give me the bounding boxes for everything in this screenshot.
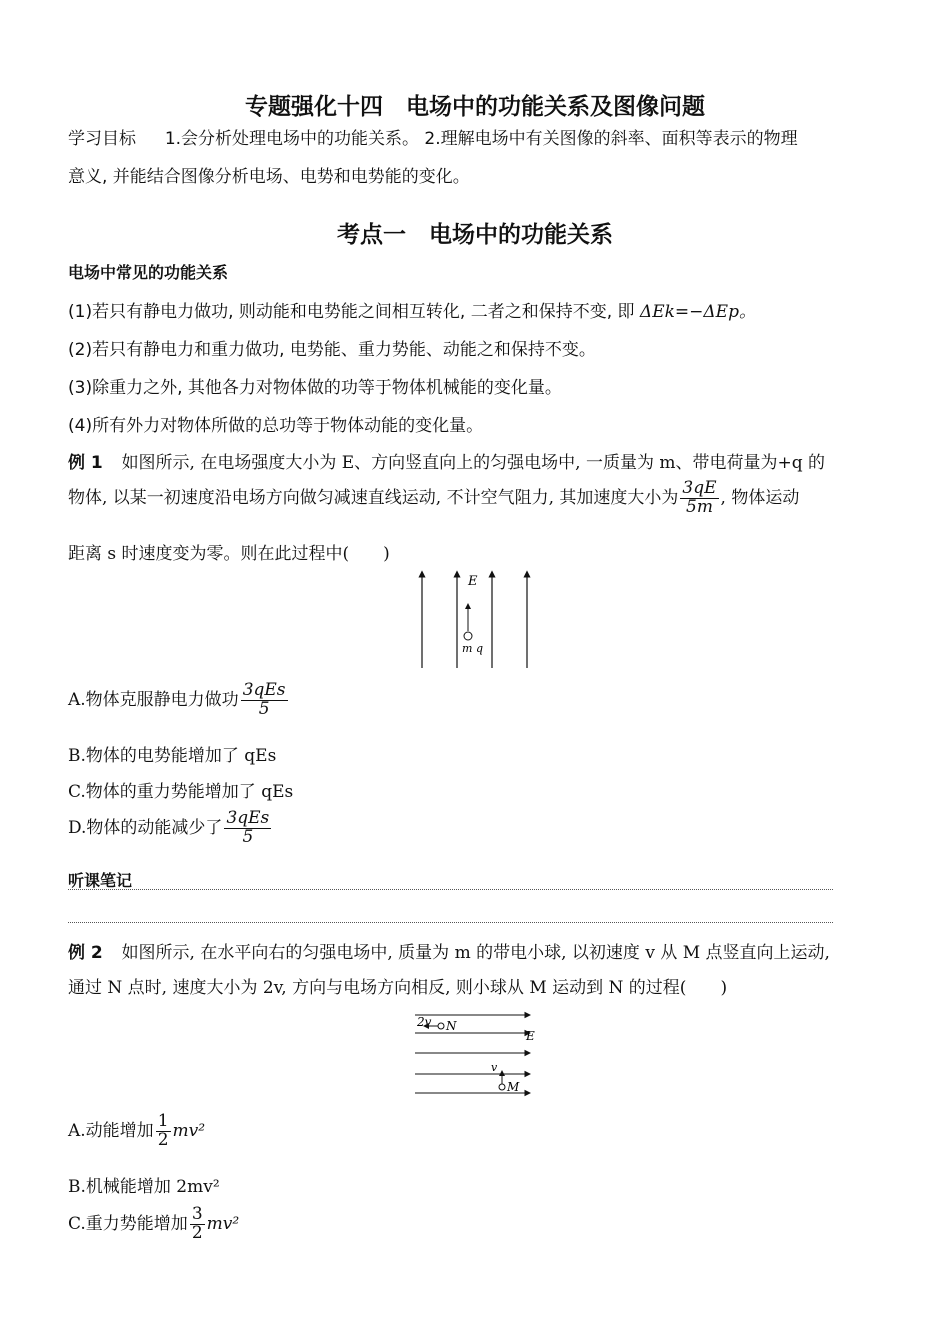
fraction-denominator: 5 <box>258 698 270 719</box>
section-subtitle: 电场中常见的功能关系 <box>68 263 229 282</box>
example2-option-a <box>68 1113 205 1150</box>
section-title: 考点一 电场中的功能关系 <box>337 222 613 248</box>
learning-goals-label: 学习目标 <box>68 129 136 149</box>
example2-line2: 通过 N 点时, 速度大小为 2v, 方向与电场方向相反, 则小球从 M 运动到 N 的过程( ) <box>68 978 728 998</box>
option-a-fraction <box>156 1113 171 1150</box>
n-point-label: N <box>446 1019 457 1033</box>
example1-field-figure <box>410 568 540 672</box>
fraction-numerator: 3qEs <box>226 808 270 828</box>
example1-option-c: C.物体的重力势能增加了 qEs <box>68 782 294 802</box>
relation-item-2: (2)若只有静电力和重力做功, 电势能、重力势能、动能之和保持不变。 <box>68 340 596 360</box>
fraction-denominator: 2 <box>191 1222 203 1243</box>
example1-option-d <box>68 810 273 847</box>
fraction-numerator: 1 <box>157 1111 169 1131</box>
mass-label: m <box>462 642 473 655</box>
example1-option-b: B.物体的电势能增加了 qEs <box>68 746 277 766</box>
m-speed-label: v <box>491 1061 498 1074</box>
relation-item-1 <box>68 297 756 322</box>
option-c-suffix: mv² <box>206 1213 240 1234</box>
example1-line3: 距离 s 时速度变为零。则在此过程中( ) <box>68 544 390 564</box>
option-c-fraction <box>190 1206 205 1243</box>
learning-goals-line1 <box>68 124 798 149</box>
particle-n-icon <box>438 1023 444 1029</box>
field-label: E <box>526 1029 535 1043</box>
example1-option-a <box>68 682 290 719</box>
particle-icon <box>464 632 472 640</box>
example2-text1: 如图所示, 在水平向右的匀强电场中, 质量为 m 的带电小球, 以初速度 v 从 M 点竖直向上运动, <box>121 943 830 963</box>
fraction-numerator: 3 <box>191 1204 203 1224</box>
example2-label: 例 2 <box>68 943 103 963</box>
example1-text2b: , 物体运动 <box>720 487 800 508</box>
relation-item-1-text: (1)若只有静电力做功, 则动能和电势能之间相互转化, 二者之和保持不变, 即 <box>68 302 635 322</box>
option-a-fraction <box>241 682 288 719</box>
example1-line1 <box>68 448 825 473</box>
notes-label: 听课笔记 <box>68 871 133 890</box>
page-title: 专题强化十四 电场中的功能关系及图像问题 <box>245 94 705 120</box>
acceleration-fraction <box>680 480 718 517</box>
particle-m-icon <box>499 1084 505 1090</box>
relation-item-3: (3)除重力之外, 其他各力对物体做的功等于物体机械能的变化量。 <box>68 378 562 398</box>
learning-goals-text1: 1.会分析处理电场中的功能关系。 2.理解电场中有关图像的斜率、面积等表示的物理 <box>164 129 798 149</box>
field-label: E <box>468 574 478 589</box>
learning-goals-line2: 意义, 并能结合图像分析电场、电势和电势能的变化。 <box>68 167 470 187</box>
notes-line[interactable] <box>68 889 833 890</box>
example1-label: 例 1 <box>68 453 103 473</box>
option-d-fraction <box>224 810 271 847</box>
relation-formula: ΔEk=−ΔEp。 <box>639 302 756 322</box>
option-a-suffix: mv² <box>172 1120 206 1141</box>
example1-line2 <box>68 480 799 517</box>
option-c-text: C.重力势能增加 <box>68 1213 188 1234</box>
fraction-numerator: 3qEs <box>242 680 286 700</box>
fraction-denominator: 5 <box>242 826 254 847</box>
n-speed-label: 2v <box>417 1015 432 1029</box>
option-a-text: A.动能增加 <box>68 1120 154 1141</box>
option-a-text: A.物体克服静电力做功 <box>68 689 239 710</box>
fraction-denominator: 2 <box>157 1129 169 1150</box>
example2-line1 <box>68 938 830 963</box>
fraction-denominator: 5m <box>686 496 713 517</box>
example1-text2a: 物体, 以某一初速度沿电场方向做匀减速直线运动, 不计空气阻力, 其加速度大小为 <box>68 487 679 508</box>
example1-text1: 如图所示, 在电场强度大小为 E、方向竖直向上的匀强电场中, 一质量为 m、带电荷量为+q 的 <box>121 453 826 473</box>
m-point-label: M <box>507 1080 520 1094</box>
example2-option-b: B.机械能增加 2mv² <box>68 1177 220 1197</box>
relation-item-4: (4)所有外力对物体所做的总功等于物体动能的变化量。 <box>68 416 484 436</box>
option-d-text: D.物体的动能减少了 <box>68 817 223 838</box>
fraction-numerator: 3qE <box>682 478 717 498</box>
example2-option-c <box>68 1206 239 1243</box>
charge-label: q <box>476 642 484 655</box>
example2-field-figure <box>410 1008 550 1100</box>
notes-line[interactable] <box>68 922 833 923</box>
